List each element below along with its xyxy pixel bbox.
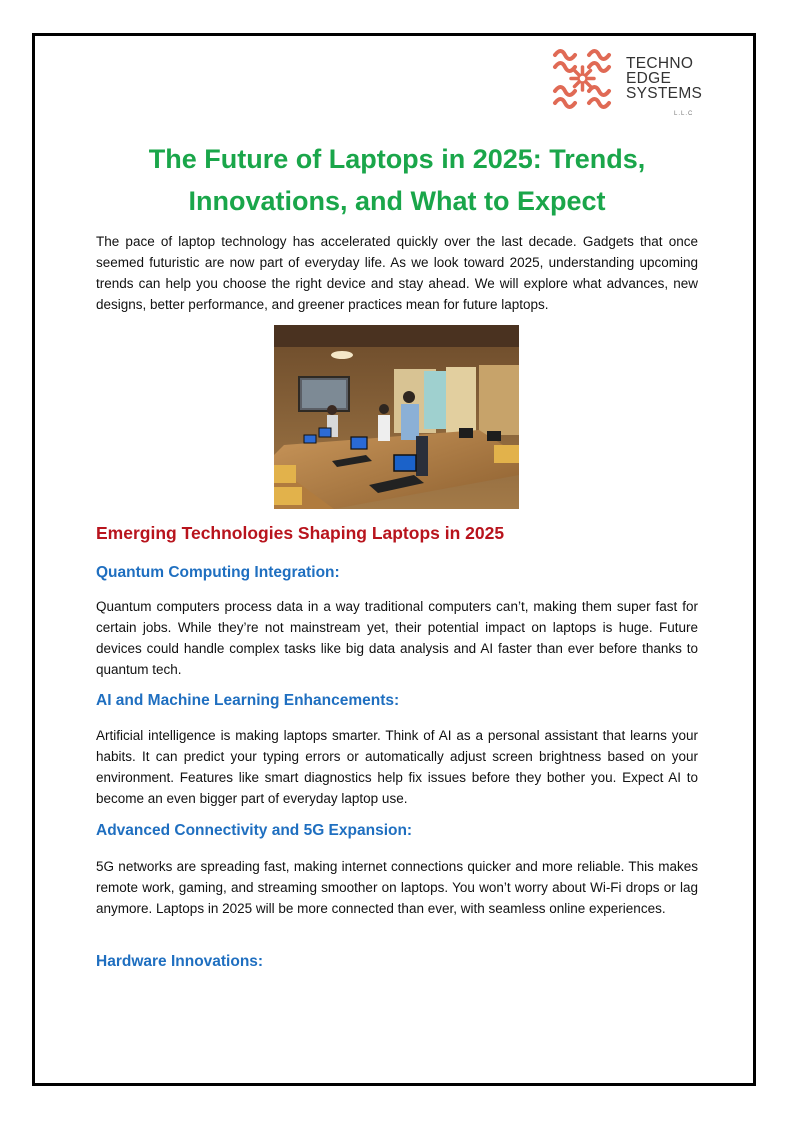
intro-paragraph: The pace of laptop technology has accelerated quickly over the last decade. Gadgets that once seemed futuristic are now part of everyday life. As we look toward 2025, understanding upcoming trends can help you choose the right device and stay ahead. We will explore what advances, new designs, better performance, and greener practices mean for future laptops. bbox=[96, 234, 698, 312]
subheading-connectivity: Advanced Connectivity and 5G Expansion: bbox=[96, 822, 413, 839]
conference-room-photo bbox=[274, 325, 519, 509]
company-logo bbox=[549, 45, 709, 120]
paragraph-connectivity: 5G networks are spreading fast, making internet connections quicker and more reliable. This makes remote work, gaming, and streaming smoother on laptops. You won’t worry about Wi-Fi drops or lag anymore. Laptops in 2025 will be more connected than ever, with seamless online experiences. bbox=[96, 859, 698, 916]
logo-emblem-icon bbox=[549, 45, 616, 112]
logo-line-2: EDGE bbox=[626, 70, 672, 87]
logo-line-1: TECHNO bbox=[626, 55, 694, 72]
subheading-hardware: Hardware Innovations: bbox=[96, 953, 264, 970]
paragraph-quantum: Quantum computers process data in a way traditional computers can’t, making them super fast for certain jobs. While they’re not mainstream yet, their potential impact on laptops is huge. Future devices could handle complex tasks like big data analysis and AI faster than ever before thanks to quantum tech. bbox=[96, 599, 698, 677]
subheading-ai: AI and Machine Learning Enhancements: bbox=[96, 692, 400, 709]
page-title bbox=[96, 138, 698, 222]
title-line-1: The Future of Laptops in 2025: Trends, bbox=[148, 144, 646, 174]
paragraph-ai: Artificial intelligence is making laptops smarter. Think of AI as a personal assistant that learns your habits. It can predict your typing errors or automatically adjust screen brightness based on your environment. Features like smart diagnostics help fix issues before they bother you. Expect AI to become an even bigger part of everyday laptop use. bbox=[96, 728, 698, 806]
section-heading: Emerging Technologies Shaping Laptops in 2025 bbox=[96, 523, 505, 543]
subheading-quantum: Quantum Computing Integration: bbox=[96, 564, 340, 581]
logo-line-3: SYSTEMS bbox=[626, 85, 703, 102]
logo-suffix: L.L.C bbox=[674, 111, 694, 117]
title-line-2: Innovations, and What to Expect bbox=[188, 186, 606, 216]
